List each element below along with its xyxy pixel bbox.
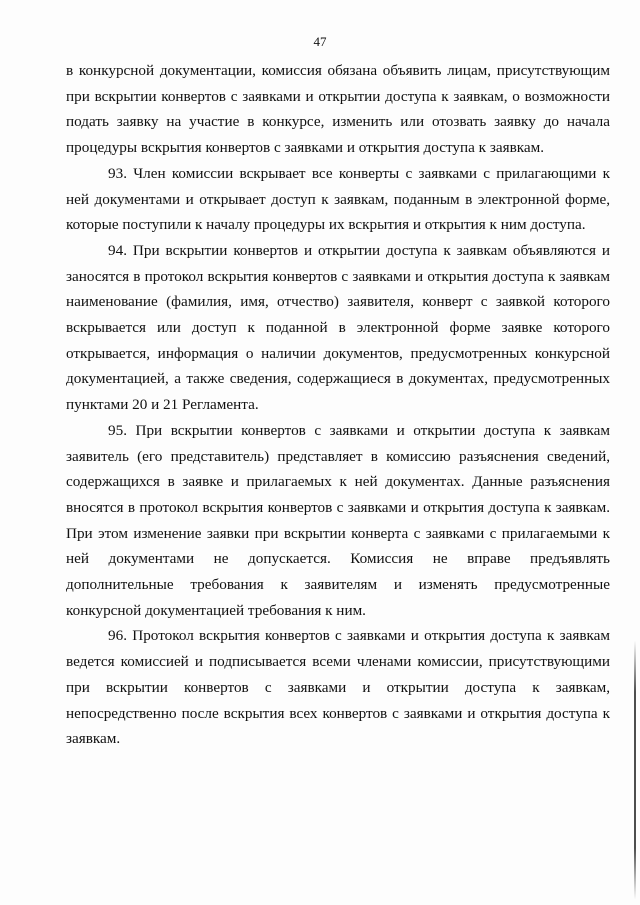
document-body <box>66 58 610 752</box>
paragraph-93: 93. Член комиссии вскрывает все конверты с заявками с прилагающими к ней документами и открывает доступ к заявкам, поданным в электронной форме, которые поступили к началу процедуры их вскрытия и открытия к ним доступа. <box>66 164 610 234</box>
page-number: 47 <box>313 34 327 49</box>
scan-edge-shadow <box>634 640 636 900</box>
paragraph-continuation: в конкурсной документации, комиссия обязана объявить лицам, присутствующим при вскрытии конвертов с заявками и открытии доступа к заявкам, о возможности подать заявку на участие в конкурсе, изменить или отозвать заявку до начала процедуры вскрытия конвертов с заявками и открытия доступа к заявкам. <box>66 62 610 157</box>
paragraph-96: 96. Протокол вскрытия конвертов с заявками и открытия доступа к заявкам ведется комиссией и подписывается всеми членами комиссии, присутствующими при вскрытии конвертов с заявками и открытии доступа к заявкам, непосредственно после вскрытия всех конвертов с заявками и открытия доступа к заявкам. <box>66 627 610 748</box>
paragraph-94: 94. При вскрытии конвертов и открытии доступа к заявкам объявляются и заносятся в протокол вскрытия конвертов с заявками и открытия доступа к заявкам наименование (фамилия, имя, отчество) заявителя, конверт с заявкой которого вскрывается или доступ к поданной в электронной форме заявке которого открывается, информация о наличии документов, предусмотренных конкурсной документацией, а также сведения, содержащиеся в документах, предусмотренных пунктами 20 и 21 Регламента. <box>66 241 610 414</box>
paragraph-95: 95. При вскрытии конвертов с заявками и открытии доступа к заявкам заявитель (его представитель) представляет в комиссию разъяснения сведений, содержащихся в заявке и прилагаемых к ней документах. Данные разъяснения вносятся в протокол вскрытия конвертов с заявками и открытия доступа к заявкам. При этом изменение заявки при вскрытии конверта с заявками с прилагаемыми к ней документами не допускается. Комиссия не вправе предъявлять дополнительные требования к заявителям и изменять предусмотренные конкурсной документацией требования к ним. <box>66 421 610 619</box>
